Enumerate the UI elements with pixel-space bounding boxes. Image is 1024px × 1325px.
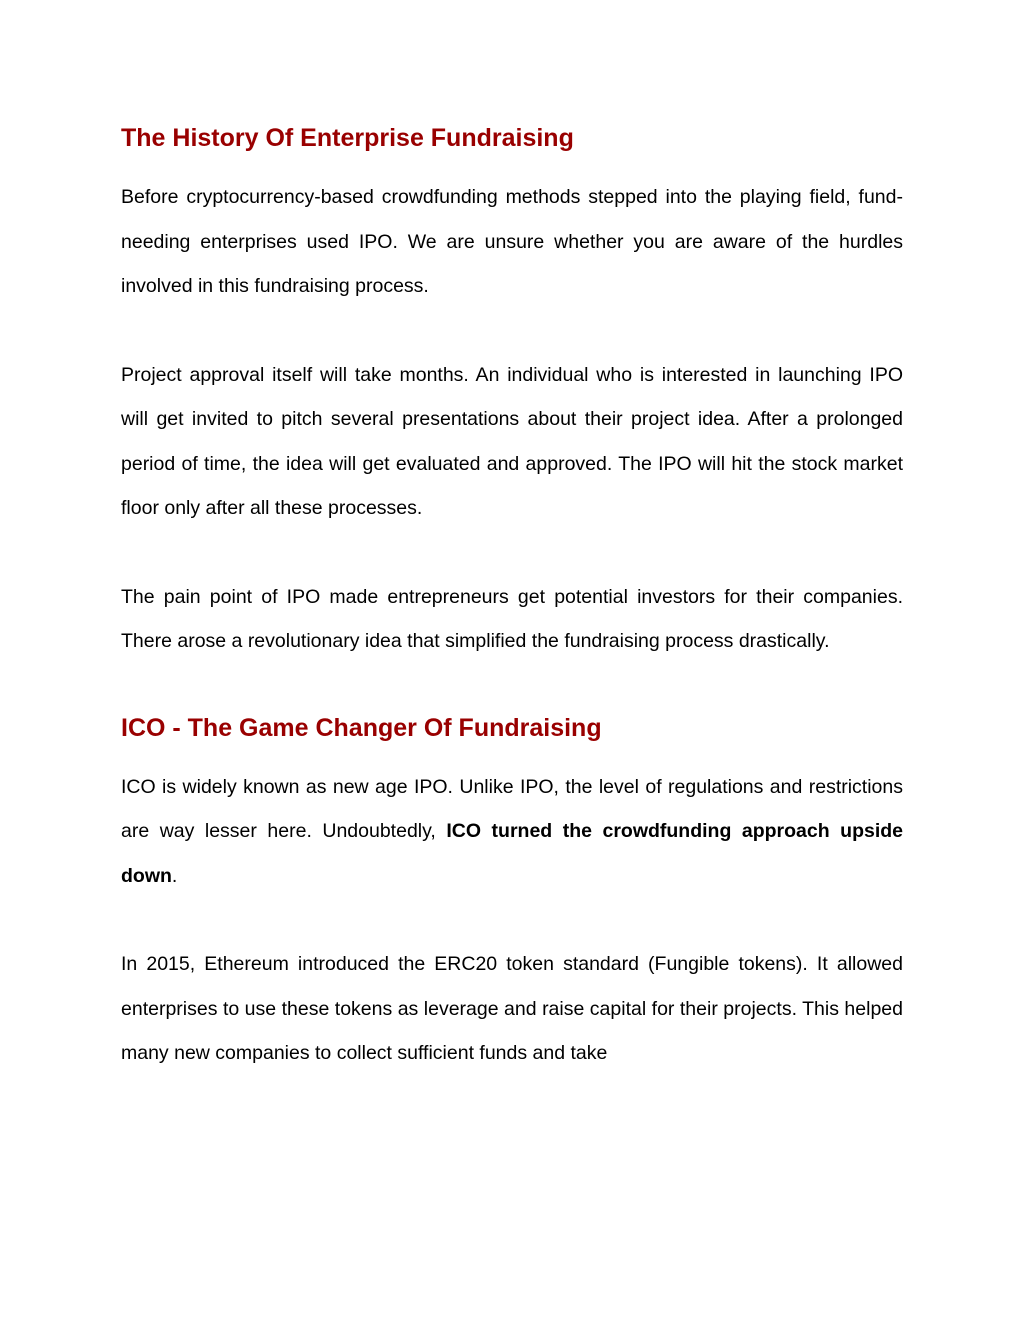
paragraph-history-1: Before cryptocurrency-based crowdfunding methods stepped into the playing field, fund-needing enterprises used IPO. We are unsure whether you are aware of the hurdles involved in this fundraising process. (121, 186, 903, 297)
section-heading-ico: ICO - The Game Changer Of Fundraising (121, 713, 602, 742)
paragraph-ico-1 (121, 765, 903, 899)
paragraph-ico-2: In 2015, Ethereum introduced the ERC20 token standard (Fungible tokens). It allowed enterprises to use these tokens as leverage and raise capital for their projects. This helped many new companies to collect sufficient funds and take (121, 953, 903, 1064)
section-heading-history: The History Of Enterprise Fundraising (121, 124, 574, 152)
paragraph-history-3: The pain point of IPO made entrepreneurs get potential investors for their companies. There arose a revolutionary idea that simplified the fundraising process drastically. (121, 585, 903, 652)
paragraph-ico-1-bold: ICO turned the crowdfunding approach upside down (121, 820, 903, 887)
paragraph-ico-1-text: ICO is widely known as new age IPO. Unlike IPO, the level of regulations and restrictions are way lesser here. Undoubtedly, (121, 775, 903, 842)
paragraph-history-2: Project approval itself will take months. An individual who is interested in launching IPO will get invited to pitch several presentations about their project idea. After a prolonged period of time, the idea will get evaluated and approved. The IPO will hit the stock market floor only after all these processes. (121, 363, 903, 519)
document-content (121, 118, 903, 1076)
paragraph-ico-1-end: . (171, 864, 178, 887)
